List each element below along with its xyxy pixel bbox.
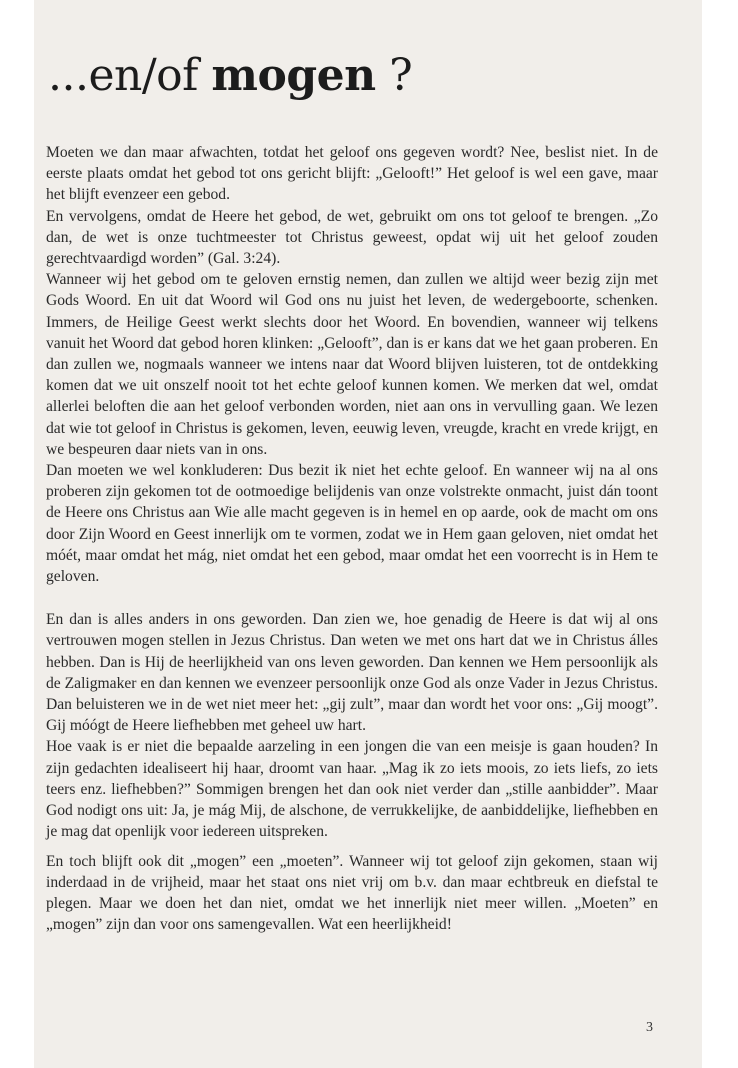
paragraph: En vervolgens, omdat de Heere het gebod, de wet, gebruikt om ons tot geloof te brengen. „Zo dan, de wet is onze tuchtmeester tot Christus geweest, opdat wij uit het geloof zouden gerechtvaardigd worden” (Gal. 3:24). (46, 207, 658, 268)
paragraph: En dan is alles anders in ons geworden. Dan zien we, hoe genadig de Heere is dat wij al ons vertrouwen mogen stellen in Jezus Christus. Dan weten we met ons hart dat we in Christus álles hebben. Dan is Hij de heerlijkheid van ons leven geworden. Dan kennen we Hem persoonlijk als de Zaligmaker en dan kennen we evenzeer persoonlijk onze God als onze Vader in Jezus Christus. (46, 611, 658, 692)
page-number: 3 (646, 1020, 653, 1035)
paragraph: En toch blijft ook dit „mogen” een „moeten”. Wanneer wij tot geloof zijn gekomen, staan wij inderdaad in de vrijheid, maar het staat ons niet vrij om b.v. dan maar echtbreuk en diefstal te plegen. Maar we doen het dan niet, omdat we het innerlijk niet meer willen. „Moeten” en „mogen” zijn dan voor ons samengevallen. Wat een heerlijkheid! (46, 852, 658, 934)
title-bold-word: mogen (211, 50, 376, 101)
book-page (34, 0, 702, 1068)
paragraph: Dan moeten we wel konkluderen: Dus bezit ik niet het echte geloof. En wanneer wij na al ons proberen zijn gekomen tot de ootmoedige belijdenis van onze volstrekte onmacht, juist dán toont de Heere ons Christus aan Wie alle macht gegeven is in hemel en op aarde, ook de macht om ons door Zijn Woord en Geest innerlijk om te vormen, zodat we in Hem gaan geloven, niet omdat het móét, maar omdat het mág, niet omdat het een gebod, maar omdat het een voorrecht is in Hem te geloven. (46, 462, 658, 586)
title-suffix: ? (375, 50, 413, 101)
page-margin (702, 0, 738, 1068)
paragraph: Hoe vaak is er niet die bepaalde aarzeling in een jongen die van een meisje is gaan houden? In zijn gedachten idealiseert hij haar, droomt van haar. „Mag ik zo iets moois, zo iets liefs, zo iets teers enz. liefhebben?” Sommigen brengen het dan ook niet verder dan „stille aanbidder”. Maar God nodigt ons uit: Ja, je mág Mij, de alschone, de verrukkelijke, de aanbiddelijke, liefhebben en je mag dat openlijk voor iedereen uitspreken. (46, 738, 658, 841)
page-title (48, 46, 412, 106)
paragraph: Moeten we dan maar afwachten, totdat het geloof ons gegeven wordt? Nee, beslist niet. In de eerste plaats omdat het gebod tot ons gericht blijft: „Gelooft!” Het geloof is wel een gave, maar het blijft evenzeer een gebod. (46, 144, 658, 204)
paragraph: Dan beluisteren we in de wet niet meer het: „gij zult”, maar dan wordt het voor ons: „Gij moogt”. Gij móógt de Heere liefhebben met geheel uw hart. (46, 696, 658, 735)
body-text (46, 142, 658, 935)
paragraph: Wanneer wij het gebod om te geloven ernstig nemen, dan zullen we altijd weer bezig zijn met Gods Woord. En uit dat Woord wil God ons nu juist het leven, de wedergeboorte, schenken. Immers, de Heilige Geest werkt slechts door het Woord. En bovendien, wanneer wij telkens vanuit het Woord dat gebod horen klinken: „Gelooft”, dan is er kans dat we het gaan proberen. En dan zullen we, nogmaals wanneer we intens naar dat Woord blijven luisteren, tot de ontdekking komen dat we uit onszelf nooit tot het echte geloof kunnen komen. We merken dat wel, omdat allerlei beloften die aan het geloof verbonden worden, niet aan ons in vervulling gaan. We lezen dat wie tot geloof in Christus is gekomen, leven, eeuwig leven, vreugde, kracht en vrede krijgt, en we bespeuren daar niets van in ons. (46, 271, 658, 458)
title-prefix: ...en/of (48, 50, 212, 101)
